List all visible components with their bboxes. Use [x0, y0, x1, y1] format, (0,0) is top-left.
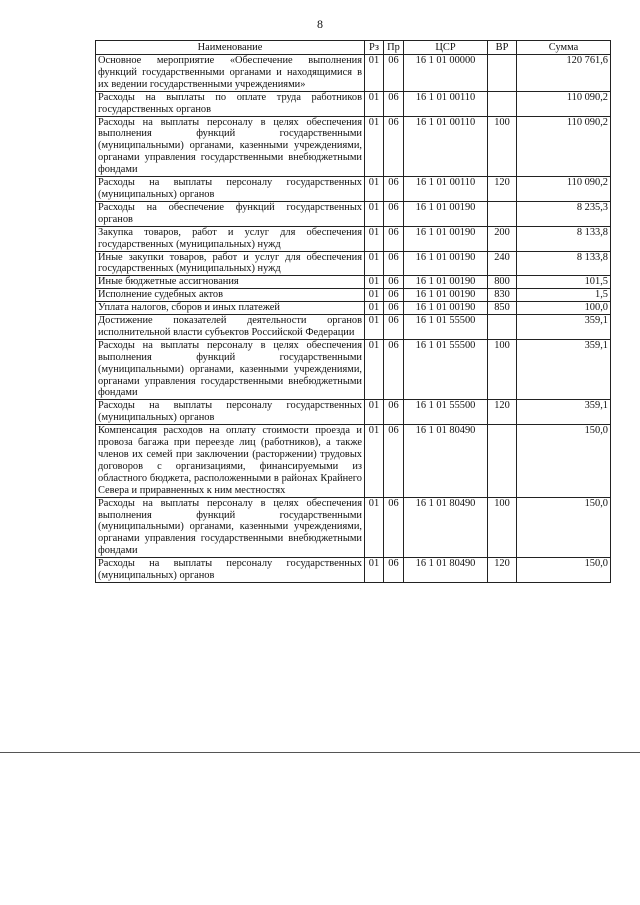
cell-rz: 01: [365, 289, 384, 302]
cell-csr: 16 1 01 55500: [404, 400, 488, 425]
cell-vr: 120: [488, 400, 517, 425]
table-row: [96, 289, 611, 302]
cell-sum: 100,0: [517, 302, 611, 315]
cell-name: Исполнение судебных актов: [96, 289, 365, 302]
cell-vr: [488, 315, 517, 340]
cell-name: Расходы на выплаты персоналу в целях обеспечения выполнения функций государственными (муниципальными) органами, казенными учреждениями, органами управления государственными внебюджетными фондами: [96, 497, 365, 558]
budget-table: [95, 40, 611, 583]
cell-sum: 8 235,3: [517, 201, 611, 226]
table-row: [96, 315, 611, 340]
cell-pr: 06: [384, 226, 404, 251]
cell-pr: 06: [384, 276, 404, 289]
cell-rz: 01: [365, 226, 384, 251]
cell-csr: 16 1 01 00190: [404, 201, 488, 226]
cell-name: Расходы на выплаты персоналу в целях обеспечения выполнения функций государственными (муниципальными) органами, казенными учреждениями, органами управления государственными внебюджетными фондами: [96, 116, 365, 177]
cell-csr: 16 1 01 00110: [404, 116, 488, 177]
cell-vr: 200: [488, 226, 517, 251]
cell-rz: 01: [365, 91, 384, 116]
cell-vr: 120: [488, 558, 517, 583]
table-row: [96, 276, 611, 289]
cell-sum: 101,5: [517, 276, 611, 289]
cell-vr: 830: [488, 289, 517, 302]
table-row: [96, 558, 611, 583]
table-row: [96, 226, 611, 251]
cell-csr: 16 1 01 00190: [404, 289, 488, 302]
cell-pr: 06: [384, 558, 404, 583]
table-row: [96, 302, 611, 315]
cell-name: Расходы на выплаты персоналу государственных (муниципальных) органов: [96, 558, 365, 583]
cell-csr: 16 1 01 00190: [404, 302, 488, 315]
header-csr: ЦСР: [404, 41, 488, 55]
cell-pr: 06: [384, 201, 404, 226]
cell-vr: 850: [488, 302, 517, 315]
cell-vr: 240: [488, 251, 517, 276]
table-row: [96, 116, 611, 177]
cell-sum: 8 133,8: [517, 251, 611, 276]
cell-rz: 01: [365, 55, 384, 92]
cell-name: Расходы на обеспечение функций государственных органов: [96, 201, 365, 226]
cell-pr: 06: [384, 251, 404, 276]
cell-pr: 06: [384, 339, 404, 400]
table-row: [96, 425, 611, 497]
cell-name: Расходы на выплаты персоналу государственных (муниципальных) органов: [96, 400, 365, 425]
page-number: 8: [317, 17, 323, 31]
cell-name: Расходы на выплаты персоналу в целях обеспечения выполнения функций государственными (муниципальными) органами, казенными учреждениями, органами управления государственными внебюджетными фондами: [96, 339, 365, 400]
cell-csr: 16 1 01 80490: [404, 497, 488, 558]
cell-pr: 06: [384, 289, 404, 302]
cell-vr: [488, 91, 517, 116]
cell-sum: 8 133,8: [517, 226, 611, 251]
cell-rz: 01: [365, 400, 384, 425]
cell-pr: 06: [384, 116, 404, 177]
cell-csr: 16 1 01 55500: [404, 339, 488, 400]
cell-sum: 110 090,2: [517, 116, 611, 177]
cell-pr: 06: [384, 91, 404, 116]
cell-rz: 01: [365, 201, 384, 226]
cell-name: Расходы на выплаты по оплате труда работников государственных органов: [96, 91, 365, 116]
cell-vr: 120: [488, 177, 517, 202]
cell-name: Иные закупки товаров, работ и услуг для обеспечения государственных (муниципальных) нужд: [96, 251, 365, 276]
table-row: [96, 91, 611, 116]
table-row: [96, 201, 611, 226]
cell-pr: 06: [384, 315, 404, 340]
cell-pr: 06: [384, 497, 404, 558]
cell-csr: 16 1 01 80490: [404, 425, 488, 497]
cell-rz: 01: [365, 177, 384, 202]
cell-pr: 06: [384, 55, 404, 92]
cell-rz: 01: [365, 302, 384, 315]
cell-rz: 01: [365, 339, 384, 400]
cell-rz: 01: [365, 116, 384, 177]
cell-name: Уплата налогов, сборов и иных платежей: [96, 302, 365, 315]
header-rz: Рз: [365, 41, 384, 55]
cell-pr: 06: [384, 177, 404, 202]
cell-vr: [488, 425, 517, 497]
cell-name: Расходы на выплаты персоналу государственных (муниципальных) органов: [96, 177, 365, 202]
cell-sum: 120 761,6: [517, 55, 611, 92]
cell-rz: 01: [365, 276, 384, 289]
cell-csr: 16 1 01 00190: [404, 226, 488, 251]
header-vr: ВР: [488, 41, 517, 55]
cell-vr: 100: [488, 339, 517, 400]
cell-rz: 01: [365, 315, 384, 340]
cell-csr: 16 1 01 00190: [404, 276, 488, 289]
cell-sum: 359,1: [517, 315, 611, 340]
cell-csr: 16 1 01 00110: [404, 177, 488, 202]
cell-csr: 16 1 01 00110: [404, 91, 488, 116]
cell-sum: 110 090,2: [517, 177, 611, 202]
cell-name: Иные бюджетные ассигнования: [96, 276, 365, 289]
cell-vr: 100: [488, 116, 517, 177]
cell-vr: 800: [488, 276, 517, 289]
cell-rz: 01: [365, 251, 384, 276]
cell-csr: 16 1 01 00000: [404, 55, 488, 92]
cell-csr: 16 1 01 00190: [404, 251, 488, 276]
cell-sum: 1,5: [517, 289, 611, 302]
table-row: [96, 497, 611, 558]
cell-pr: 06: [384, 400, 404, 425]
cell-name: Основное мероприятие «Обеспечение выполнения функций государственными органами и находящимися в их ведении государственными учреждениями»: [96, 55, 365, 92]
table-row: [96, 339, 611, 400]
cell-vr: [488, 201, 517, 226]
cell-name: Компенсация расходов на оплату стоимости проезда и провоза багажа при переезде лиц (работников), а также членов их семей при заключении (расторжении) трудовых договоров с организациями, финансируемыми из областного бюджета, расположенными в районах Крайнего Севера и приравненных к ним местностях: [96, 425, 365, 497]
cell-pr: 06: [384, 425, 404, 497]
page-bottom-rule: [0, 752, 640, 753]
cell-sum: 150,0: [517, 425, 611, 497]
cell-name: Закупка товаров, работ и услуг для обеспечения государственных (муниципальных) нужд: [96, 226, 365, 251]
table-row: [96, 400, 611, 425]
header-sum: Сумма: [517, 41, 611, 55]
cell-name: Достижение показателей деятельности органов исполнительной власти субъектов Российской Федерации: [96, 315, 365, 340]
header-pr: Пр: [384, 41, 404, 55]
table-row: [96, 251, 611, 276]
cell-pr: 06: [384, 302, 404, 315]
cell-rz: 01: [365, 425, 384, 497]
table-row: [96, 55, 611, 92]
header-name: Наименование: [96, 41, 365, 55]
cell-rz: 01: [365, 497, 384, 558]
cell-rz: 01: [365, 558, 384, 583]
cell-sum: 110 090,2: [517, 91, 611, 116]
cell-csr: 16 1 01 55500: [404, 315, 488, 340]
cell-vr: [488, 55, 517, 92]
cell-sum: 359,1: [517, 339, 611, 400]
cell-sum: 359,1: [517, 400, 611, 425]
cell-vr: 100: [488, 497, 517, 558]
cell-csr: 16 1 01 80490: [404, 558, 488, 583]
cell-sum: 150,0: [517, 558, 611, 583]
cell-sum: 150,0: [517, 497, 611, 558]
table-row: [96, 177, 611, 202]
table-header-row: [96, 41, 611, 55]
